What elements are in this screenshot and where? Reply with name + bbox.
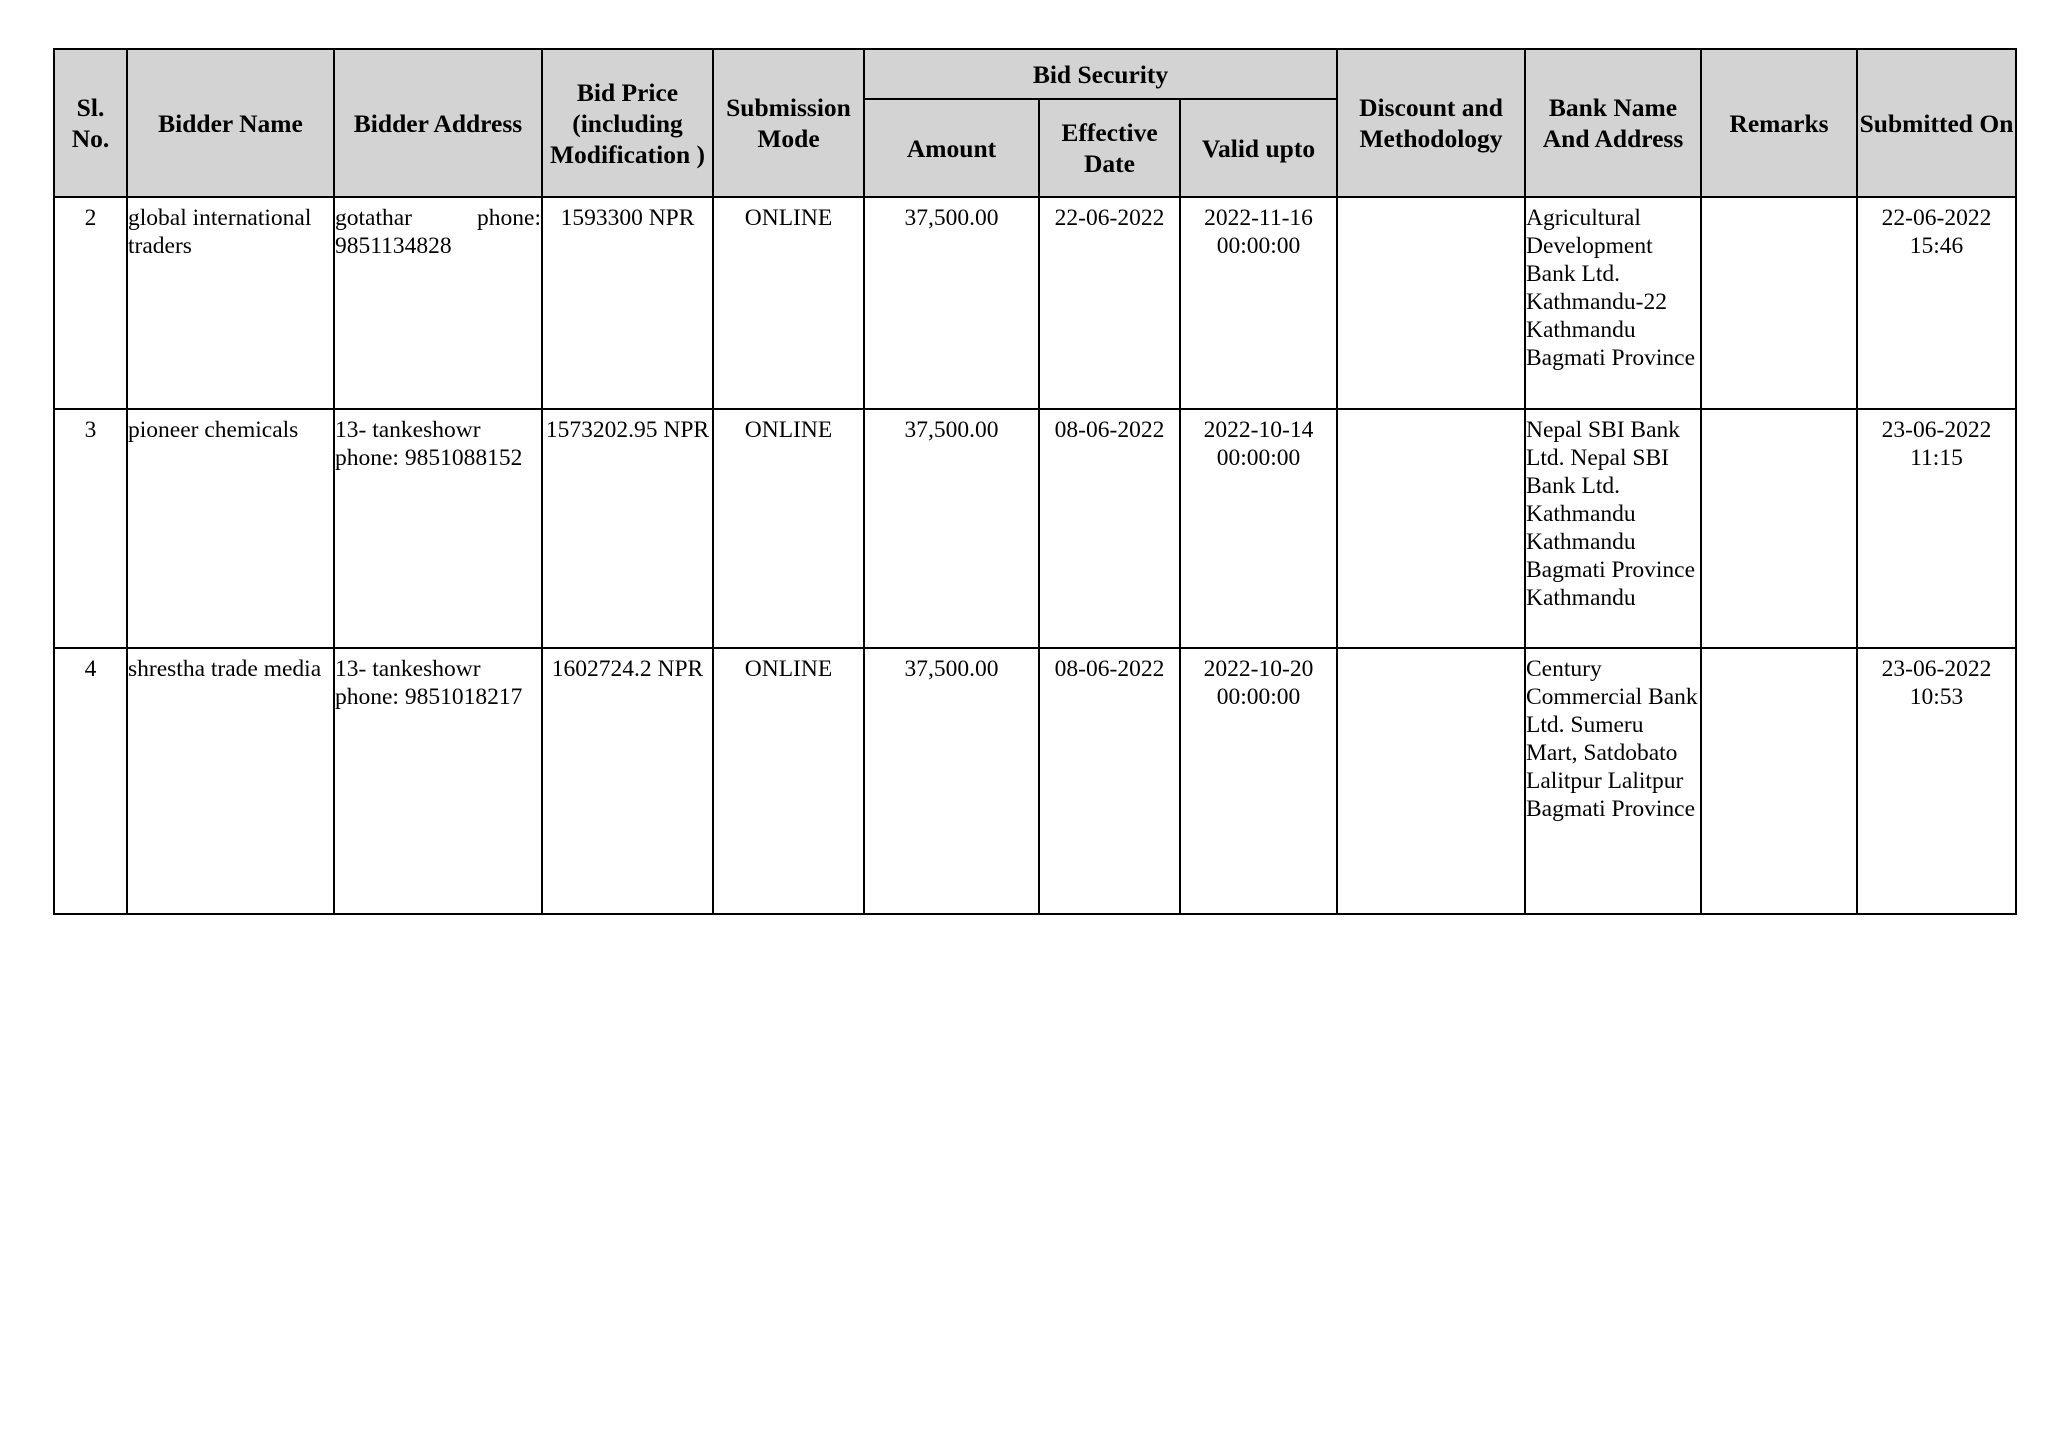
cell-submitted-on: 22-06-2022 15:46: [1857, 197, 2016, 409]
cell-sl-no: 4: [54, 648, 127, 914]
header-bank-name: Bank Name And Address: [1525, 49, 1701, 197]
cell-bidder-address: 13- tankeshowr phone: 9851088152: [334, 409, 542, 648]
document-page: [53, 48, 2015, 915]
cell-amount: 37,500.00: [864, 648, 1039, 914]
cell-amount: 37,500.00: [864, 197, 1039, 409]
header-row-top: [54, 49, 2016, 99]
header-discount: Discount and Methodology: [1337, 49, 1525, 197]
cell-submission-mode: ONLINE: [713, 648, 864, 914]
header-valid-upto: Valid upto: [1180, 99, 1337, 197]
cell-effective-date: 08-06-2022: [1039, 409, 1180, 648]
cell-amount: 37,500.00: [864, 409, 1039, 648]
cell-bank-name: Agricultural Development Bank Ltd. Kathmandu-22 Kathmandu Bagmati Province: [1525, 197, 1701, 409]
cell-effective-date: 22-06-2022: [1039, 197, 1180, 409]
cell-sl-no: 2: [54, 197, 127, 409]
cell-bidder-name: pioneer chemicals: [127, 409, 334, 648]
cell-bidder-name: global international traders: [127, 197, 334, 409]
cell-remarks: [1701, 409, 1857, 648]
header-bidder-address: Bidder Address: [334, 49, 542, 197]
table-row: [54, 197, 2016, 409]
header-remarks: Remarks: [1701, 49, 1857, 197]
header-submitted-on: Submitted On: [1857, 49, 2016, 197]
table-row: [54, 648, 2016, 914]
cell-valid-upto: 2022-10-14 00:00:00: [1180, 409, 1337, 648]
cell-bid-price: 1602724.2 NPR: [542, 648, 713, 914]
header-effective-date: Effective Date: [1039, 99, 1180, 197]
cell-sl-no: 3: [54, 409, 127, 648]
header-bid-price: Bid Price (including Modification ): [542, 49, 713, 197]
header-submission-mode: Submission Mode: [713, 49, 864, 197]
cell-bidder-address: 13- tankeshowr phone: 9851018217: [334, 648, 542, 914]
cell-discount: [1337, 409, 1525, 648]
bid-table: [53, 48, 2017, 915]
cell-remarks: [1701, 648, 1857, 914]
header-bid-security: Bid Security: [864, 49, 1337, 99]
table-row: [54, 409, 2016, 648]
cell-bank-name: Nepal SBI Bank Ltd. Nepal SBI Bank Ltd. Kathmandu Kathmandu Bagmati Province Kathmandu: [1525, 409, 1701, 648]
cell-submission-mode: ONLINE: [713, 409, 864, 648]
cell-valid-upto: 2022-10-20 00:00:00: [1180, 648, 1337, 914]
cell-discount: [1337, 197, 1525, 409]
cell-bid-price: 1573202.95 NPR: [542, 409, 713, 648]
cell-bid-price: 1593300 NPR: [542, 197, 713, 409]
cell-effective-date: 08-06-2022: [1039, 648, 1180, 914]
cell-submission-mode: ONLINE: [713, 197, 864, 409]
cell-submitted-on: 23-06-2022 10:53: [1857, 648, 2016, 914]
cell-discount: [1337, 648, 1525, 914]
cell-remarks: [1701, 197, 1857, 409]
cell-bidder-address: gotathar phone: 9851134828: [334, 197, 542, 409]
cell-bidder-name: shrestha trade media: [127, 648, 334, 914]
cell-bank-name: Century Commercial Bank Ltd. Sumeru Mart, Satdobato Lalitpur Lalitpur Bagmati Province: [1525, 648, 1701, 914]
cell-submitted-on: 23-06-2022 11:15: [1857, 409, 2016, 648]
header-sl-no: Sl. No.: [54, 49, 127, 197]
cell-valid-upto: 2022-11-16 00:00:00: [1180, 197, 1337, 409]
header-bidder-name: Bidder Name: [127, 49, 334, 197]
header-amount: Amount: [864, 99, 1039, 197]
